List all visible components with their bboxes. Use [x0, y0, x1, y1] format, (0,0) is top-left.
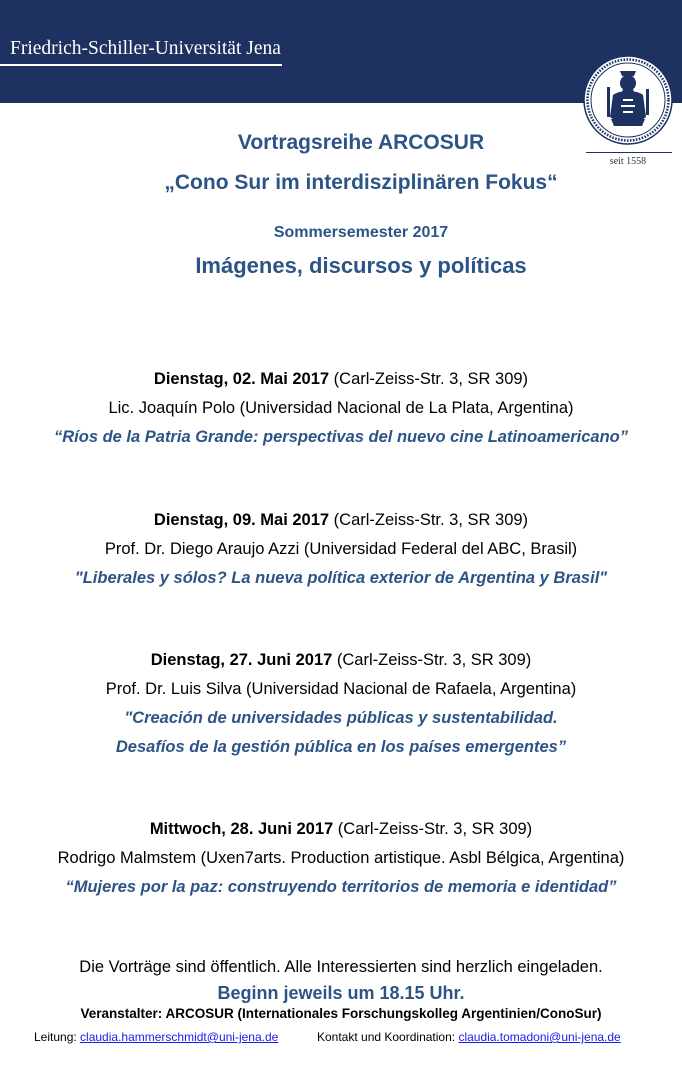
event-speaker: Rodrigo Malmstem — [57, 849, 197, 867]
event-talk-title: “Ríos de la Patria Grande: perspectivas del nuevo cine Latinoamericano” — [53, 428, 629, 446]
event-talk-title: “Mujeres por la paz: construyendo territorios de memoria e identidad” — [65, 878, 617, 896]
event-speaker-line — [0, 535, 682, 564]
event-item — [0, 815, 682, 902]
event-date: Dienstag, 27. Juni 2017 — [150, 651, 333, 669]
event-item — [0, 506, 682, 593]
event-talk-title-line2: Desafíos de la gestión pública en los países emergentes” — [115, 738, 567, 756]
event-location: (Carl-Zeiss-Str. 3, SR 309) — [329, 370, 529, 388]
kontakt-email-link[interactable]: claudia.tomadoni@uni-jena.de — [458, 1030, 621, 1044]
event-speaker: Lic. Joaquín Polo — [108, 399, 236, 417]
event-item — [0, 365, 682, 452]
series-title: Vortragsreihe ARCOSUR — [237, 131, 485, 154]
event-location: (Carl-Zeiss-Str. 3, SR 309) — [332, 651, 532, 669]
series-subtitle: „Cono Sur im interdisziplinären Fokus“ — [164, 171, 558, 194]
semester-label: Sommersemester 2017 — [273, 224, 449, 241]
event-location: (Carl-Zeiss-Str. 3, SR 309) — [329, 511, 529, 529]
event-date-line — [0, 815, 682, 844]
kontakt-contact — [317, 1030, 621, 1044]
event-speaker: Prof. Dr. Diego Araujo Azzi — [104, 540, 300, 558]
event-date-line — [0, 365, 682, 394]
organizer: Veranstalter: ARCOSUR (Internationales Forschungskolleg Argentinien/ConoSur) — [80, 1006, 602, 1021]
event-talk-title: "Liberales y sólos? La nueva política exterior de Argentina y Brasil" — [74, 569, 608, 587]
event-talk-title-line1: "Creación de universidades públicas y sustentabilidad. — [124, 709, 558, 727]
event-item — [0, 646, 682, 762]
event-affiliation: (Uxen7arts. Production artistique. Asbl Bélgica, Argentina) — [196, 849, 625, 867]
topic-title: Imágenes, discursos y políticas — [195, 253, 527, 278]
university-name: Friedrich-Schiller-Universität Jena — [10, 38, 281, 59]
event-affiliation: (Universidad Nacional de La Plata, Argentina) — [235, 399, 574, 417]
event-date-line — [0, 646, 682, 675]
kontakt-label: Kontakt und Koordination: — [317, 1030, 459, 1044]
leitung-label: Leitung: — [34, 1030, 81, 1044]
event-speaker-line — [0, 844, 682, 873]
event-speaker-line — [0, 675, 682, 704]
leitung-email-link[interactable]: claudia.hammerschmidt@uni-jena.de — [80, 1030, 279, 1044]
event-date: Dienstag, 02. Mai 2017 — [153, 370, 330, 388]
event-date: Dienstag, 09. Mai 2017 — [153, 511, 330, 529]
leitung-contact — [34, 1030, 278, 1044]
event-affiliation: (Universidad Nacional de Rafaela, Argentina) — [241, 680, 577, 698]
event-affiliation: (Universidad Federal del ABC, Brasil) — [299, 540, 578, 558]
header-band — [0, 0, 682, 103]
event-speaker-line — [0, 394, 682, 423]
public-note: Die Vorträge sind öffentlich. Alle Interessierten sind herzlich eingeladen. — [79, 958, 603, 976]
event-date: Mittwoch, 28. Juni 2017 — [149, 820, 334, 838]
event-location: (Carl-Zeiss-Str. 3, SR 309) — [333, 820, 533, 838]
event-speaker: Prof. Dr. Luis Silva — [105, 680, 242, 698]
seal-caption: seit 1558 — [609, 156, 647, 167]
event-date-line — [0, 506, 682, 535]
start-time: Beginn jeweils um 18.15 Uhr. — [217, 983, 465, 1003]
header-rule — [0, 64, 282, 66]
